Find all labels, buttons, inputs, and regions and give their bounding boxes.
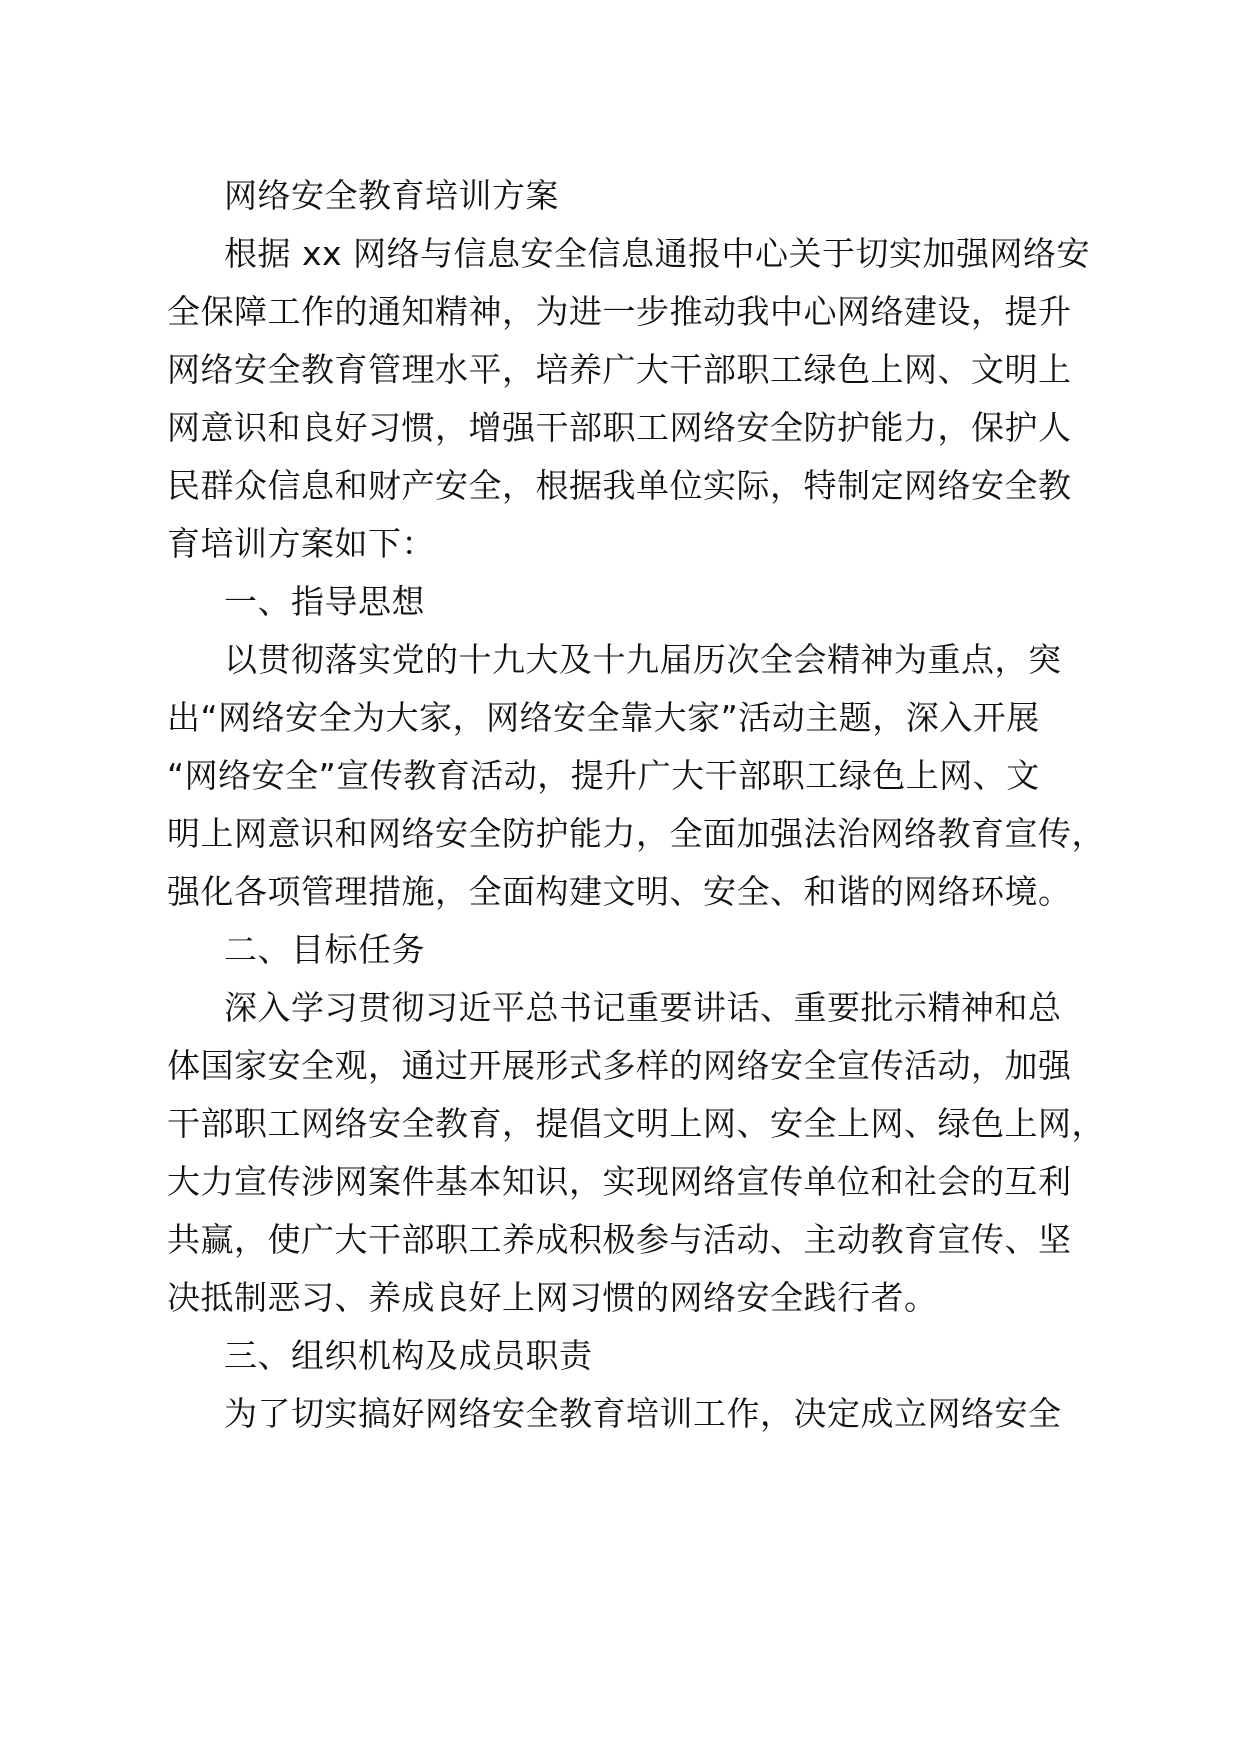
section-heading: 三、组织机构及成员职责 [224, 1336, 593, 1375]
paragraph-line: 强化各项管理措施，全面构建文明、安全、和谐的网络环境。 [167, 872, 1072, 911]
section-heading: 二、目标任务 [224, 930, 425, 969]
paragraph-line: 网意识和良好习惯，增强干部职工网络安全防护能力，保护人 [167, 408, 1072, 447]
paragraph-line: “网络安全”宣传教育活动，提升广大干部职工绿色上网、文 [167, 756, 1040, 795]
paragraph-line: 根据 xx 网络与信息安全信息通报中心关于切实加强网络安 [224, 234, 1091, 273]
paragraph-line: 决抵制恶习、养成良好上网习惯的网络安全践行者。 [167, 1278, 938, 1317]
paragraph-line: 大力宣传涉网案件基本知识，实现网络宣传单位和社会的互利 [167, 1162, 1072, 1201]
paragraph-line: 育培训方案如下： [167, 524, 435, 563]
paragraph-line: 民群众信息和财产安全，根据我单位实际，特制定网络安全教 [167, 466, 1072, 505]
section-heading: 一、指导思想 [224, 582, 425, 621]
paragraph-line: 网络安全教育管理水平，培养广大干部职工绿色上网、文明上 [167, 350, 1072, 389]
paragraph-line: 深入学习贯彻习近平总书记重要讲话、重要批示精神和总 [224, 988, 1062, 1027]
document-title: 网络安全教育培训方案 [224, 176, 559, 215]
paragraph-line: 出“网络安全为大家，网络安全靠大家”活动主题，深入开展 [167, 698, 1040, 737]
paragraph-line: 干部职工网络安全教育，提倡文明上网、安全上网、绿色上网， [167, 1104, 1105, 1143]
paragraph-line: 体国家安全观，通过开展形式多样的网络安全宣传活动，加强 [167, 1046, 1072, 1085]
paragraph-line: 全保障工作的通知精神，为进一步推动我中心网络建设，提升 [167, 292, 1072, 331]
paragraph-line: 明上网意识和网络安全防护能力，全面加强法治网络教育宣传， [167, 814, 1105, 853]
paragraph-line: 共赢，使广大干部职工养成积极参与活动、主动教育宣传、坚 [167, 1220, 1072, 1259]
paragraph-line: 为了切实搞好网络安全教育培训工作，决定成立网络安全 [224, 1394, 1062, 1433]
paragraph-line: 以贯彻落实党的十九大及十九届历次全会精神为重点，突 [224, 640, 1062, 679]
